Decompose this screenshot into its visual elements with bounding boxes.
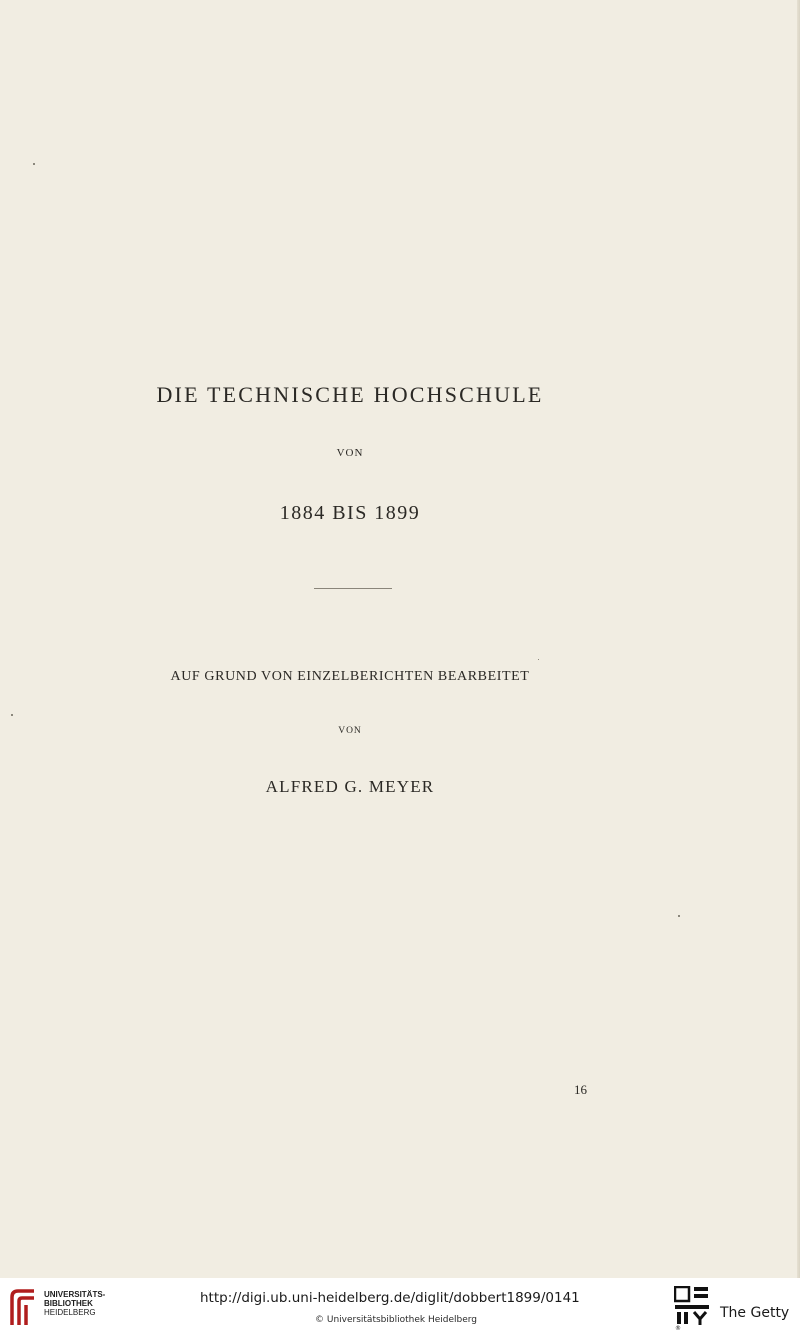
registered-mark: ® <box>675 1325 681 1330</box>
library-name-line2: BIBLIOTHEK <box>44 1299 93 1308</box>
library-name-line1: UNIVERSITÄTS- <box>44 1290 106 1299</box>
dust-speck <box>11 714 13 716</box>
library-name-line3: HEIDELBERG <box>44 1308 96 1317</box>
subtitle-line: AUF GRUND VON EINZELBERICHTEN BEARBEITET <box>170 669 530 684</box>
copyright-notice: © Universitätsbibliothek Heidelberg <box>315 1315 478 1325</box>
author-name: ALFRED G. MEYER <box>265 777 435 796</box>
dust-speck <box>538 659 539 660</box>
permalink-url[interactable]: http://digi.ub.uni-heidelberg.de/diglit/dobbert1899/0141 <box>200 1290 580 1306</box>
dust-speck <box>678 915 680 917</box>
von-label: VON <box>336 447 364 459</box>
book-title: DIE TECHNISCHE HOCHSCHULE <box>156 382 544 407</box>
year-range: 1884 BIS 1899 <box>279 502 421 524</box>
library-name <box>44 1290 105 1317</box>
getty-name: The Getty <box>720 1305 790 1321</box>
getty-logo-icon[interactable] <box>674 1286 710 1330</box>
dust-speck <box>33 163 35 165</box>
page-number: 16 <box>574 1082 587 1097</box>
university-library-logo-icon[interactable] <box>8 1287 38 1327</box>
divider-rule <box>314 588 392 589</box>
von-label-author: VON <box>338 726 362 736</box>
